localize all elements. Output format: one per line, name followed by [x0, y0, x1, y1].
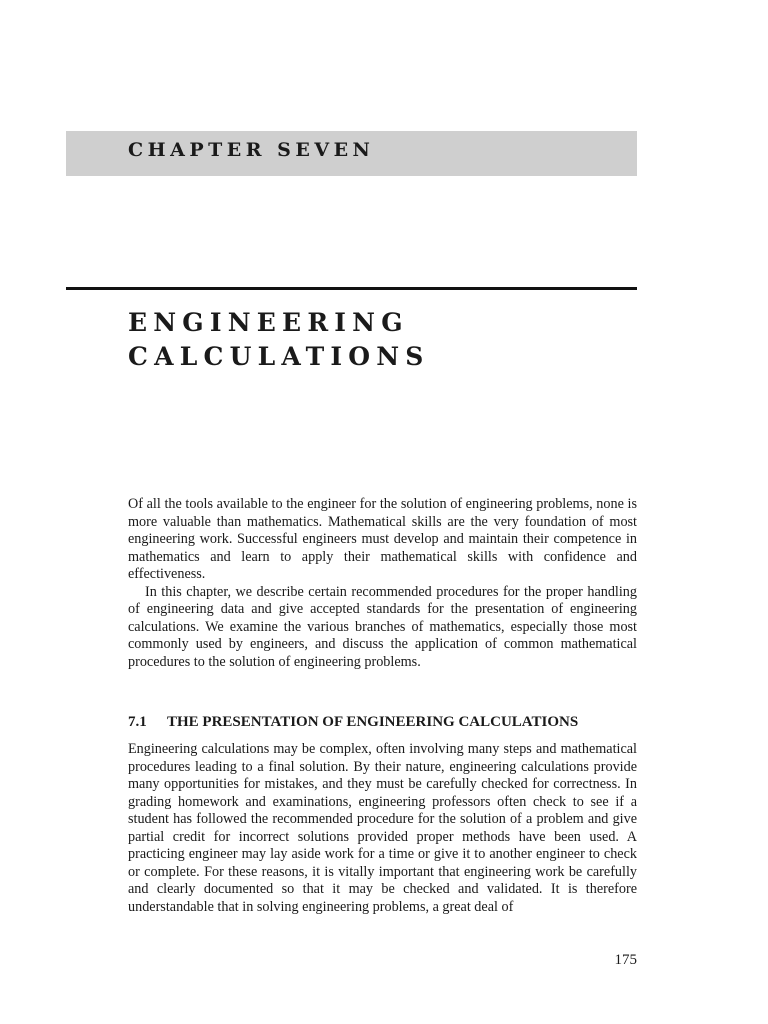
title-rule	[66, 287, 637, 290]
chapter-band	[66, 131, 637, 176]
chapter-title-line-1: ENGINEERING	[128, 308, 409, 337]
section-title: THE PRESENTATION OF ENGINEERING CALCULATIONS	[167, 714, 579, 730]
section-text	[128, 741, 637, 916]
section-paragraph: Engineering calculations may be complex, often involving many steps and mathematical procedures leading to a final solution. By their nature, engineering calculations provide many opportunities for mistakes, and they must be carefully checked for correctness. In grading homework and examinations, engineering professors often check to see if a student has followed the recommended procedure for the solution of a problem and give partial credit for incorrect solutions provided proper methods have been used. A practicing engineer may lay aside work for a time or give it to another engineer to check or complete. For these reasons, it is vitally important that engineering work be carefully and clearly documented so that it may be checked and validated. It is therefore understandable that in solving engineering problems, a great deal of	[128, 741, 637, 915]
chapter-title-line-2: CALCULATIONS	[128, 342, 430, 371]
chapter-title	[128, 306, 648, 374]
chapter-label: CHAPTER SEVEN	[128, 139, 375, 161]
intro-paragraph-2: In this chapter, we describe certain recommended procedures for the proper handling of engineering data and give accepted standards for the presentation of engineering calculations. We examine the various branches of mathematics, especially those most commonly used by engineers, and discuss the application of common mathematical procedures to the solution of engineering problems.	[128, 583, 637, 670]
section-number: 7.1	[128, 714, 147, 730]
section-heading	[128, 713, 637, 731]
page-number: 175	[614, 952, 637, 968]
intro-text	[128, 496, 637, 671]
intro-paragraph-1: Of all the tools available to the engineer for the solution of engineering problems, none is more valuable than mathematics. Mathematical skills are the very foundation of most engineering work. Successful engineers must develop and maintain their competence in mathematics and learn to apply their mathematical skills with confidence and effectiveness.	[128, 496, 637, 582]
